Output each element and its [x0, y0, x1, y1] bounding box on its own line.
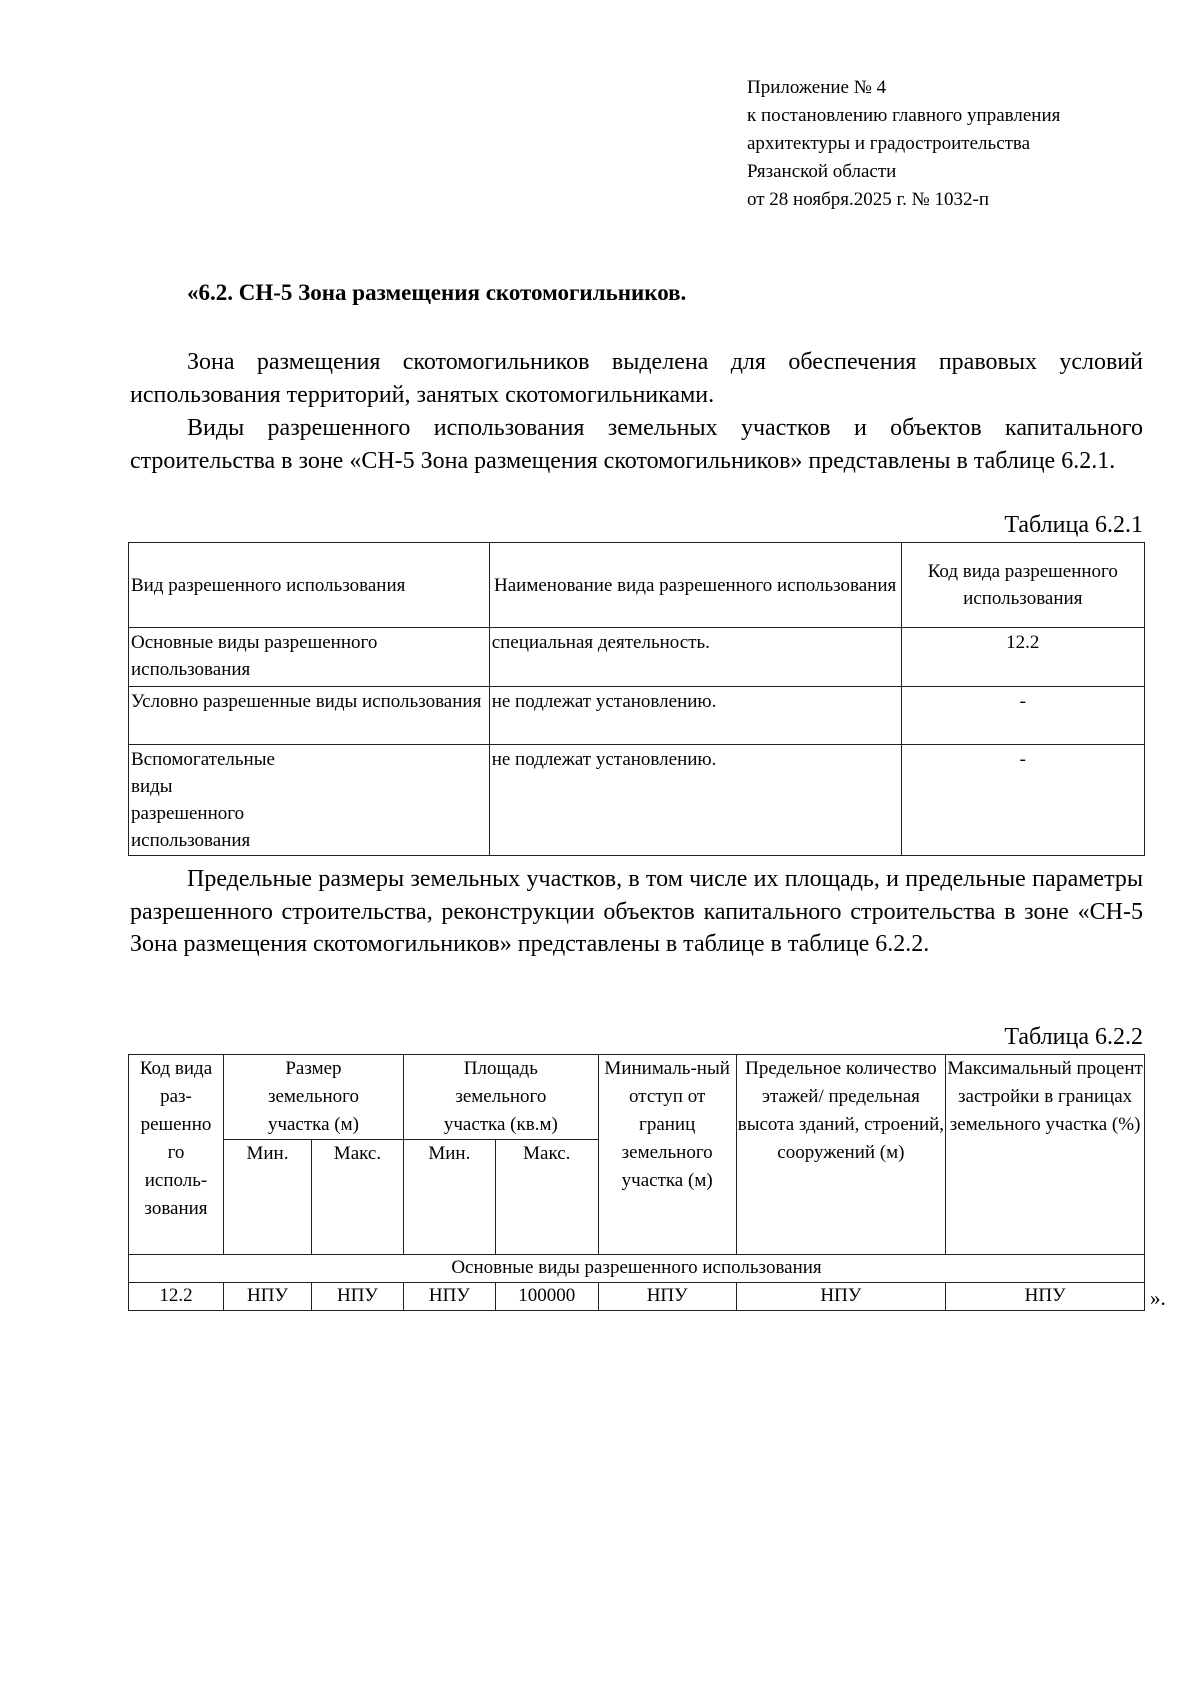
paragraph: Виды разрешенного использования земельных участков и объектов капитального строительства в зоне «СН-5 Зона размещения скотомогильников» представлены в таблице 6.2.1. [130, 415, 1143, 474]
table-cell: 12.2 [901, 628, 1144, 687]
table-header-cell: Предельное количество этажей/ предельная высота зданий, строений, сооружений (м) [736, 1055, 946, 1255]
section-heading: «6.2. СН-5 Зона размещения скотомогильников. [187, 280, 687, 305]
table-header-cell: Максимальный процент застройки в границах земельного участка (%) [946, 1055, 1145, 1255]
table-caption: Таблица 6.2.1 [1004, 512, 1143, 538]
paragraph: Предельные размеры земельных участков, в том числе их площадь, и предельные параметры разрешенного строительства, реконструкции объектов капитального строительства в зоне «СН-5 Зона размещения скотомогильников» представлены в таблице в таблице 6.2.2. [130, 866, 1143, 957]
table-header-cell: Мин. [403, 1140, 495, 1255]
closing-quote: ». [1150, 1286, 1166, 1310]
parameters-table [128, 1054, 1145, 1311]
header-line: к постановлению главного управления [747, 105, 1061, 126]
table-cell: НПУ [946, 1283, 1145, 1311]
table-header-cell: Мин. [223, 1140, 311, 1255]
table-cell: НПУ [736, 1283, 946, 1311]
paragraph: Зона размещения скотомогильников выделена для обеспечения правовых условий использования территорий, занятых скотомогильниками. [130, 349, 1143, 408]
table-header-cell: Наименование вида разрешенного использования [489, 543, 901, 628]
table-section-row [129, 1255, 1145, 1283]
table-header-cell: Код вида разрешенного использования [901, 543, 1144, 628]
table-caption: Таблица 6.2.2 [1004, 1024, 1143, 1050]
header-line: Приложение № 4 [747, 77, 887, 98]
table-cell: НПУ [403, 1283, 495, 1311]
table-cell: не подлежат установлению. [489, 687, 901, 745]
table-cell: - [901, 745, 1144, 856]
table-cell: - [901, 687, 1144, 745]
table-cell: НПУ [311, 1283, 403, 1311]
table-header-cell: Площадь земельного участка (кв.м) [403, 1055, 598, 1140]
table-header-cell: Макс. [495, 1140, 598, 1255]
table-cell: 100000 [495, 1283, 598, 1311]
table-row [129, 628, 1145, 687]
table-cell: НПУ [223, 1283, 311, 1311]
table-header-cell: Минималь-ный отступ от границ земельного участка (м) [598, 1055, 736, 1255]
table-header-cell: Вид разрешенного использования [129, 543, 490, 628]
table-row [129, 745, 1145, 856]
table-header-cell: Размер земельного участка (м) [223, 1055, 403, 1140]
table-header-row [129, 1055, 1145, 1140]
permitted-use-table [128, 542, 1145, 856]
table-cell: Условно разрешенные виды использования [129, 687, 490, 745]
header-line: архитектуры и градостроительства [747, 133, 1031, 154]
table-row [129, 1283, 1145, 1311]
table-cell: специальная деятельность. [489, 628, 901, 687]
table-cell: 12.2 [129, 1283, 224, 1311]
table-section-label: Основные виды разрешенного использования [129, 1255, 1145, 1283]
table-header-row [129, 543, 1145, 628]
table-cell: НПУ [598, 1283, 736, 1311]
header-line: от 28 ноября.2025 г. № 1032-п [747, 189, 990, 210]
table-header-cell: Макс. [311, 1140, 403, 1255]
table-cell: не подлежат установлению. [489, 745, 901, 856]
header-line: Рязанской области [747, 161, 897, 182]
table-header-cell: Код вида раз-решенно го исполь-зования [129, 1055, 224, 1255]
document-header [747, 74, 1060, 214]
table-cell: Основные виды разрешенного использования [129, 628, 490, 687]
table-cell: Вспомогательные виды разрешенного использования [129, 745, 490, 856]
table-row [129, 687, 1145, 745]
